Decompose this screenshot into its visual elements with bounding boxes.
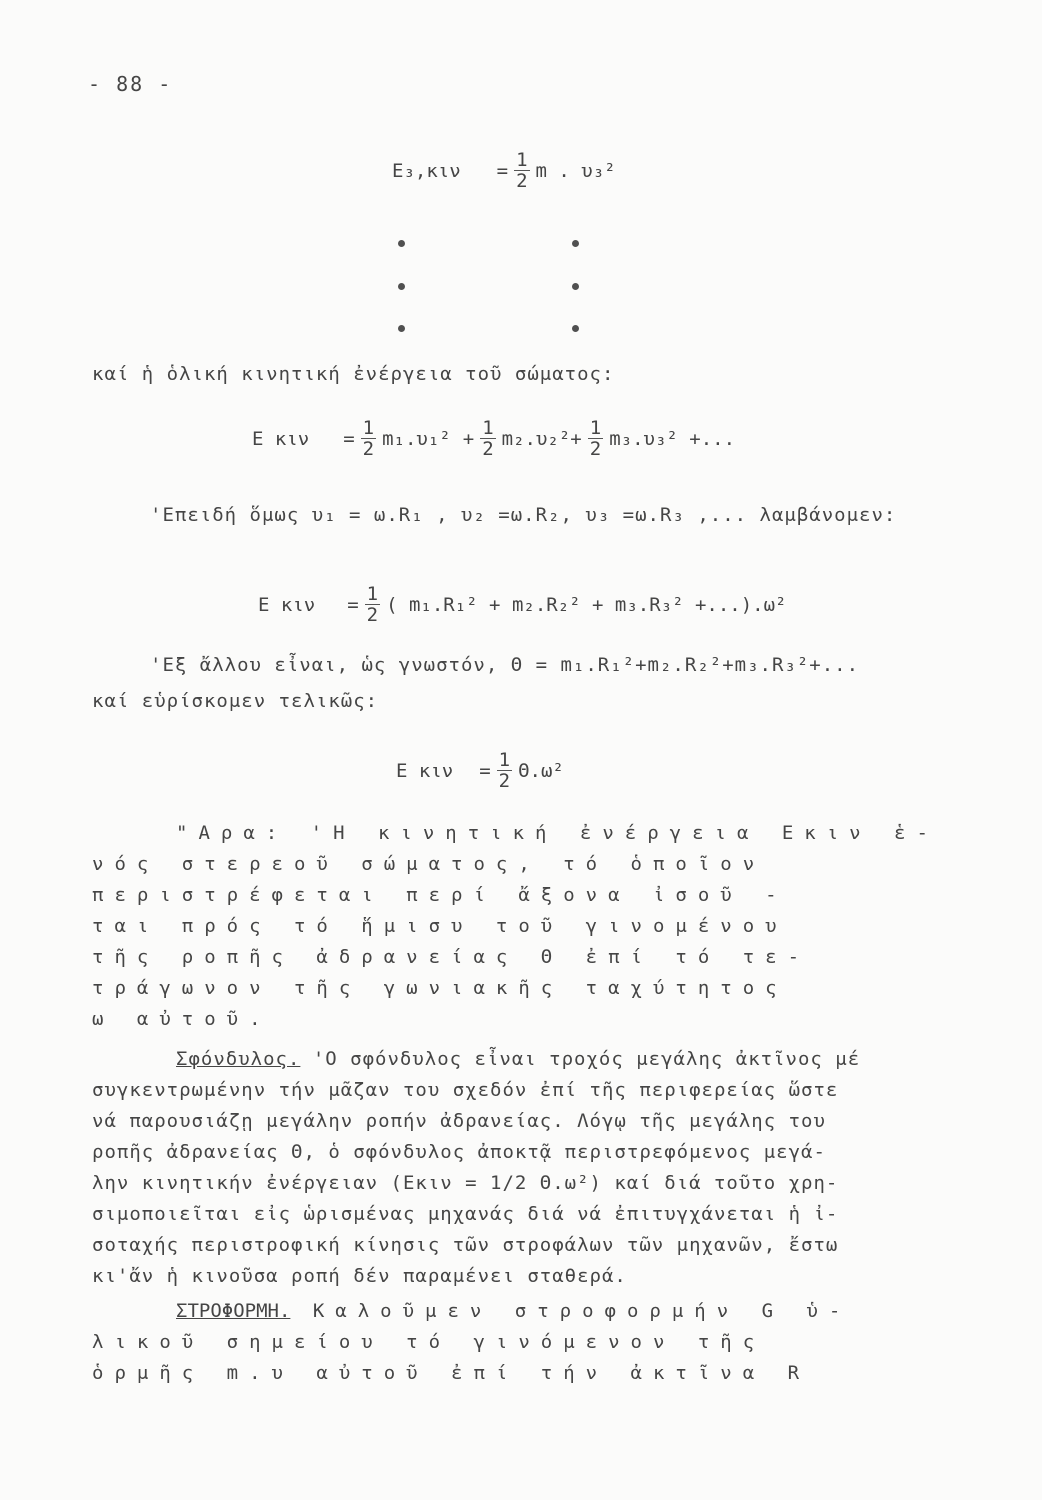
eq2-rel: =	[343, 427, 355, 450]
eq2-t1: m₁.υ₁²	[382, 427, 451, 450]
angular-momentum-first-line	[176, 1300, 851, 1322]
eq4-rel: =	[479, 759, 491, 782]
eq2-t3: m₃.υ₃² +...	[609, 427, 736, 450]
conclusion-line: "Αρα: 'Η κινητική ἐνέργεια Eκιν ἑ-	[176, 822, 939, 844]
eq2-n1: 1	[362, 417, 375, 439]
equation-kinetic-moment	[258, 584, 786, 625]
eq2-t2: m₂.υ₂²+	[501, 427, 582, 450]
flywheel-line: σιμοποιεῖται εἰς ὡρισμένας μηχανάς διά νά ἐπιτυγχάνεται ἡ ἰ-	[92, 1203, 839, 1225]
eq2-d1: 2	[362, 438, 375, 460]
eq2-n2: 1	[482, 417, 494, 439]
eq1-fraction	[514, 150, 529, 191]
flywheel-line: ροπῆς ἀδρανείας Θ, ὁ σφόνδυλος ἀποκτᾷ περιστρεφόμενος μεγά-	[92, 1141, 826, 1163]
conclusion-line: νός στερεοῦ σώματος, τό ὁποῖον	[92, 853, 766, 875]
eq4-lhs: E κιν	[396, 759, 454, 782]
angular-momentum-line: λικοῦ σημείου τό γινόμενον τῆς	[92, 1331, 766, 1353]
eq1-num: 1	[516, 149, 528, 171]
eq3-rhs: ( m₁.R₁² + m₂.R₂² + m₃.R₃² +...).ω²	[386, 593, 787, 616]
since-line: 'Επειδή ὅμως υ₁ = ω.R₁ , υ₂ =ω.R₂, υ₃ =ω.R₃ ,... λαμβάνομεν:	[150, 504, 897, 526]
flywheel-first-line	[176, 1048, 860, 1070]
eq2-frac3	[588, 418, 603, 459]
eq2-d2: 2	[482, 438, 494, 460]
eq4-fraction	[497, 750, 512, 791]
eq1-lhs: E₃,κιν	[392, 159, 461, 182]
eq2-frac2	[480, 418, 495, 459]
ellipsis-dot	[398, 325, 405, 332]
eq4-rhs: Θ.ω²	[518, 759, 564, 782]
flywheel-line: νά παρουσιάζῃ μεγάλην ροπήν ἀδρανείας. Λόγῳ τῆς μεγάλης του	[92, 1110, 826, 1132]
eq2-n3: 1	[589, 417, 602, 439]
eq1-den: 2	[516, 170, 528, 192]
eq3-fraction	[365, 584, 380, 625]
flywheel-line: 'Ο σφόνδυλος εἶναι τροχός μεγάλης ἀκτῖνος μέ	[300, 1048, 861, 1070]
eq3-num: 1	[366, 583, 379, 605]
equation-e3-kinetic	[392, 150, 616, 191]
page-number: - 88 -	[88, 72, 173, 96]
conclusion-line: ται πρός τό ἥμισυ τοῦ γινομένου	[92, 915, 788, 937]
moment-of-inertia-line: 'Εξ ἄλλου εἶναι, ὡς γνωστόν, Θ = m₁.R₁²+m₂.R₂²+m₃.R₃²+...	[150, 654, 860, 676]
flywheel-line: κι'ἄν ἡ κινοῦσα ροπή δέν παραμένει σταθερά.	[92, 1265, 627, 1287]
flywheel-line: σοταχής περιστροφική κίνησις τῶν στροφάλων τῶν μηχανῶν, ἔστω	[92, 1234, 839, 1256]
equation-total-kinetic	[252, 418, 735, 459]
conclusion-line: ω αὐτοῦ.	[92, 1008, 272, 1030]
eq1-rel: =	[496, 159, 509, 182]
angular-momentum-line: Καλοῦμεν στροφορμήν G ὑ-	[290, 1300, 852, 1322]
flywheel-line: λην κινητικήν ἐνέργειαν (Eκιν = 1/2 Θ.ω²) καί διά τοῦτο χρη-	[92, 1172, 839, 1194]
ellipsis-dot	[398, 240, 405, 247]
eq2-lhs: E κιν	[252, 427, 310, 450]
ellipsis-dot	[572, 283, 579, 290]
eq2-d3: 2	[589, 438, 602, 460]
eq3-rel: =	[347, 593, 359, 616]
eq4-num: 1	[498, 749, 511, 771]
ellipsis-dot	[572, 240, 579, 247]
eq2-plus1: +	[462, 427, 475, 450]
ellipsis-dot	[398, 283, 405, 290]
angular-momentum-heading: ΣΤΡΟΦΟΡΜΗ.	[176, 1300, 291, 1322]
ellipsis-dot	[572, 325, 579, 332]
eq1-rhs: m . υ₃²	[535, 159, 616, 182]
conclusion-line: περιστρέφεται περί ἄξονα ἰσοῦ -	[92, 884, 788, 906]
eq2-frac1	[361, 418, 376, 459]
eq3-den: 2	[366, 604, 379, 626]
finally-line: καί εὑρίσκομεν τελικῶς:	[92, 690, 379, 712]
eq4-den: 2	[498, 770, 511, 792]
flywheel-line: συγκεντρωμένην τήν μᾶζαν του σχεδόν ἐπί τῆς περιφερείας ὥστε	[92, 1079, 839, 1101]
conclusion-line: τῆς ροπῆς ἀδρανείας Θ ἐπί τό τε-	[92, 946, 811, 968]
total-energy-line: καί ἡ ὁλική κινητική ἐνέργεια τοῦ σώματος:	[92, 363, 615, 385]
eq3-lhs: E κιν	[258, 593, 316, 616]
conclusion-line: τράγωνον τῆς γωνιακῆς ταχύτητος	[92, 977, 788, 999]
equation-final	[396, 750, 564, 791]
angular-momentum-line: ὁρμῆς m.υ αὐτοῦ ἐπί τήν ἀκτῖνα R	[92, 1362, 811, 1384]
flywheel-heading: Σφόνδυλος.	[176, 1048, 301, 1070]
